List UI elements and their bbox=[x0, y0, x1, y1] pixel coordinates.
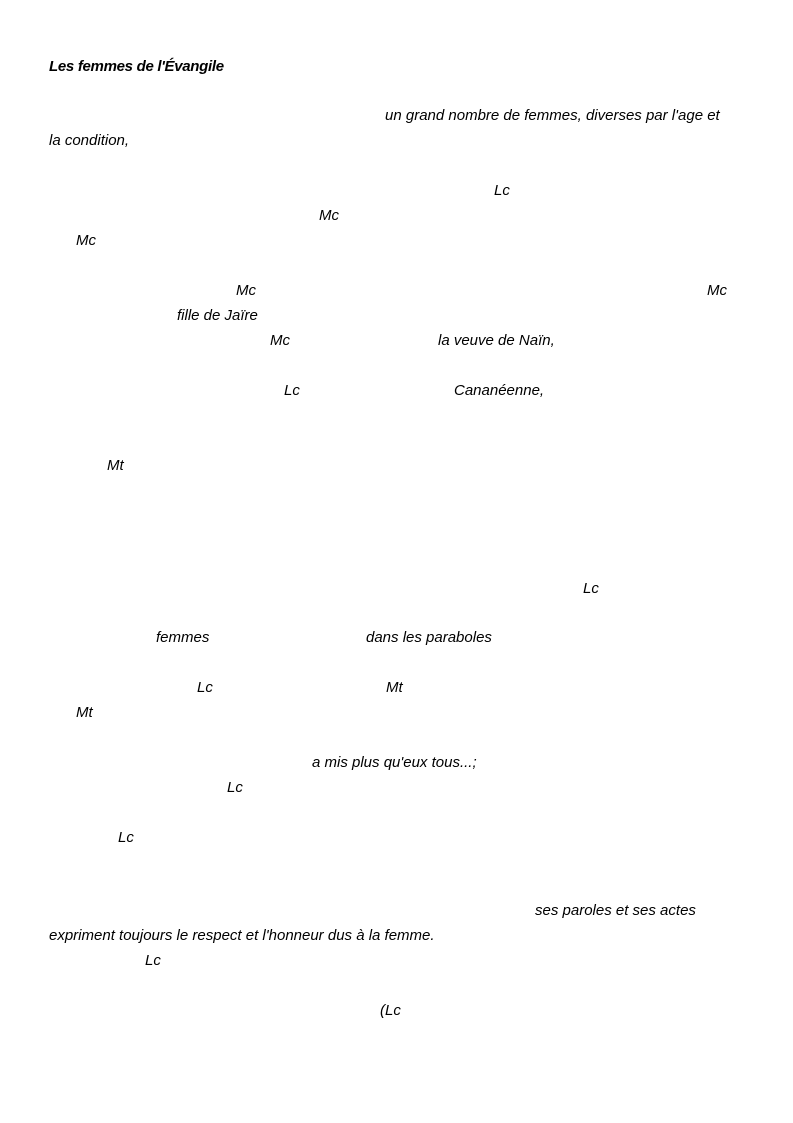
scripture-reference: Lc bbox=[118, 829, 134, 846]
text-fragment: dans les paraboles bbox=[366, 629, 492, 646]
scripture-reference: Mt bbox=[76, 704, 93, 721]
text-fragment: la condition, bbox=[49, 132, 130, 149]
scripture-reference: Mc bbox=[270, 332, 290, 349]
text-fragment: un grand nombre de femmes, diverses par l'age et bbox=[385, 107, 720, 124]
scripture-reference: Mt bbox=[107, 457, 124, 474]
text-fragment: ses paroles et ses actes bbox=[535, 902, 696, 919]
scripture-reference: Lc bbox=[227, 779, 243, 796]
text-fragment: la veuve de Naïn, bbox=[438, 332, 555, 349]
scripture-reference: Lc bbox=[494, 182, 510, 199]
scripture-reference: (Lc bbox=[380, 1002, 401, 1019]
text-fragment: expriment toujours le respect et l'honneur dus à la femme. bbox=[49, 927, 435, 944]
scripture-reference: Mc bbox=[319, 207, 339, 224]
text-fragment: fille de Jaïre bbox=[177, 307, 258, 324]
scripture-reference: Lc bbox=[197, 679, 213, 696]
scripture-reference: Mt bbox=[386, 679, 403, 696]
page-title: Les femmes de l'Évangile bbox=[49, 58, 224, 75]
text-fragment: Cananéenne, bbox=[454, 382, 545, 399]
scripture-reference: Lc bbox=[284, 382, 300, 399]
scripture-reference: Mc bbox=[707, 282, 727, 299]
text-fragment: a mis plus qu'eux tous...; bbox=[312, 754, 477, 771]
scripture-reference: Mc bbox=[236, 282, 256, 299]
scripture-reference: Lc bbox=[583, 580, 599, 597]
scripture-reference: Lc bbox=[145, 952, 161, 969]
scripture-reference: Mc bbox=[76, 232, 96, 249]
text-fragment: femmes bbox=[156, 629, 210, 646]
